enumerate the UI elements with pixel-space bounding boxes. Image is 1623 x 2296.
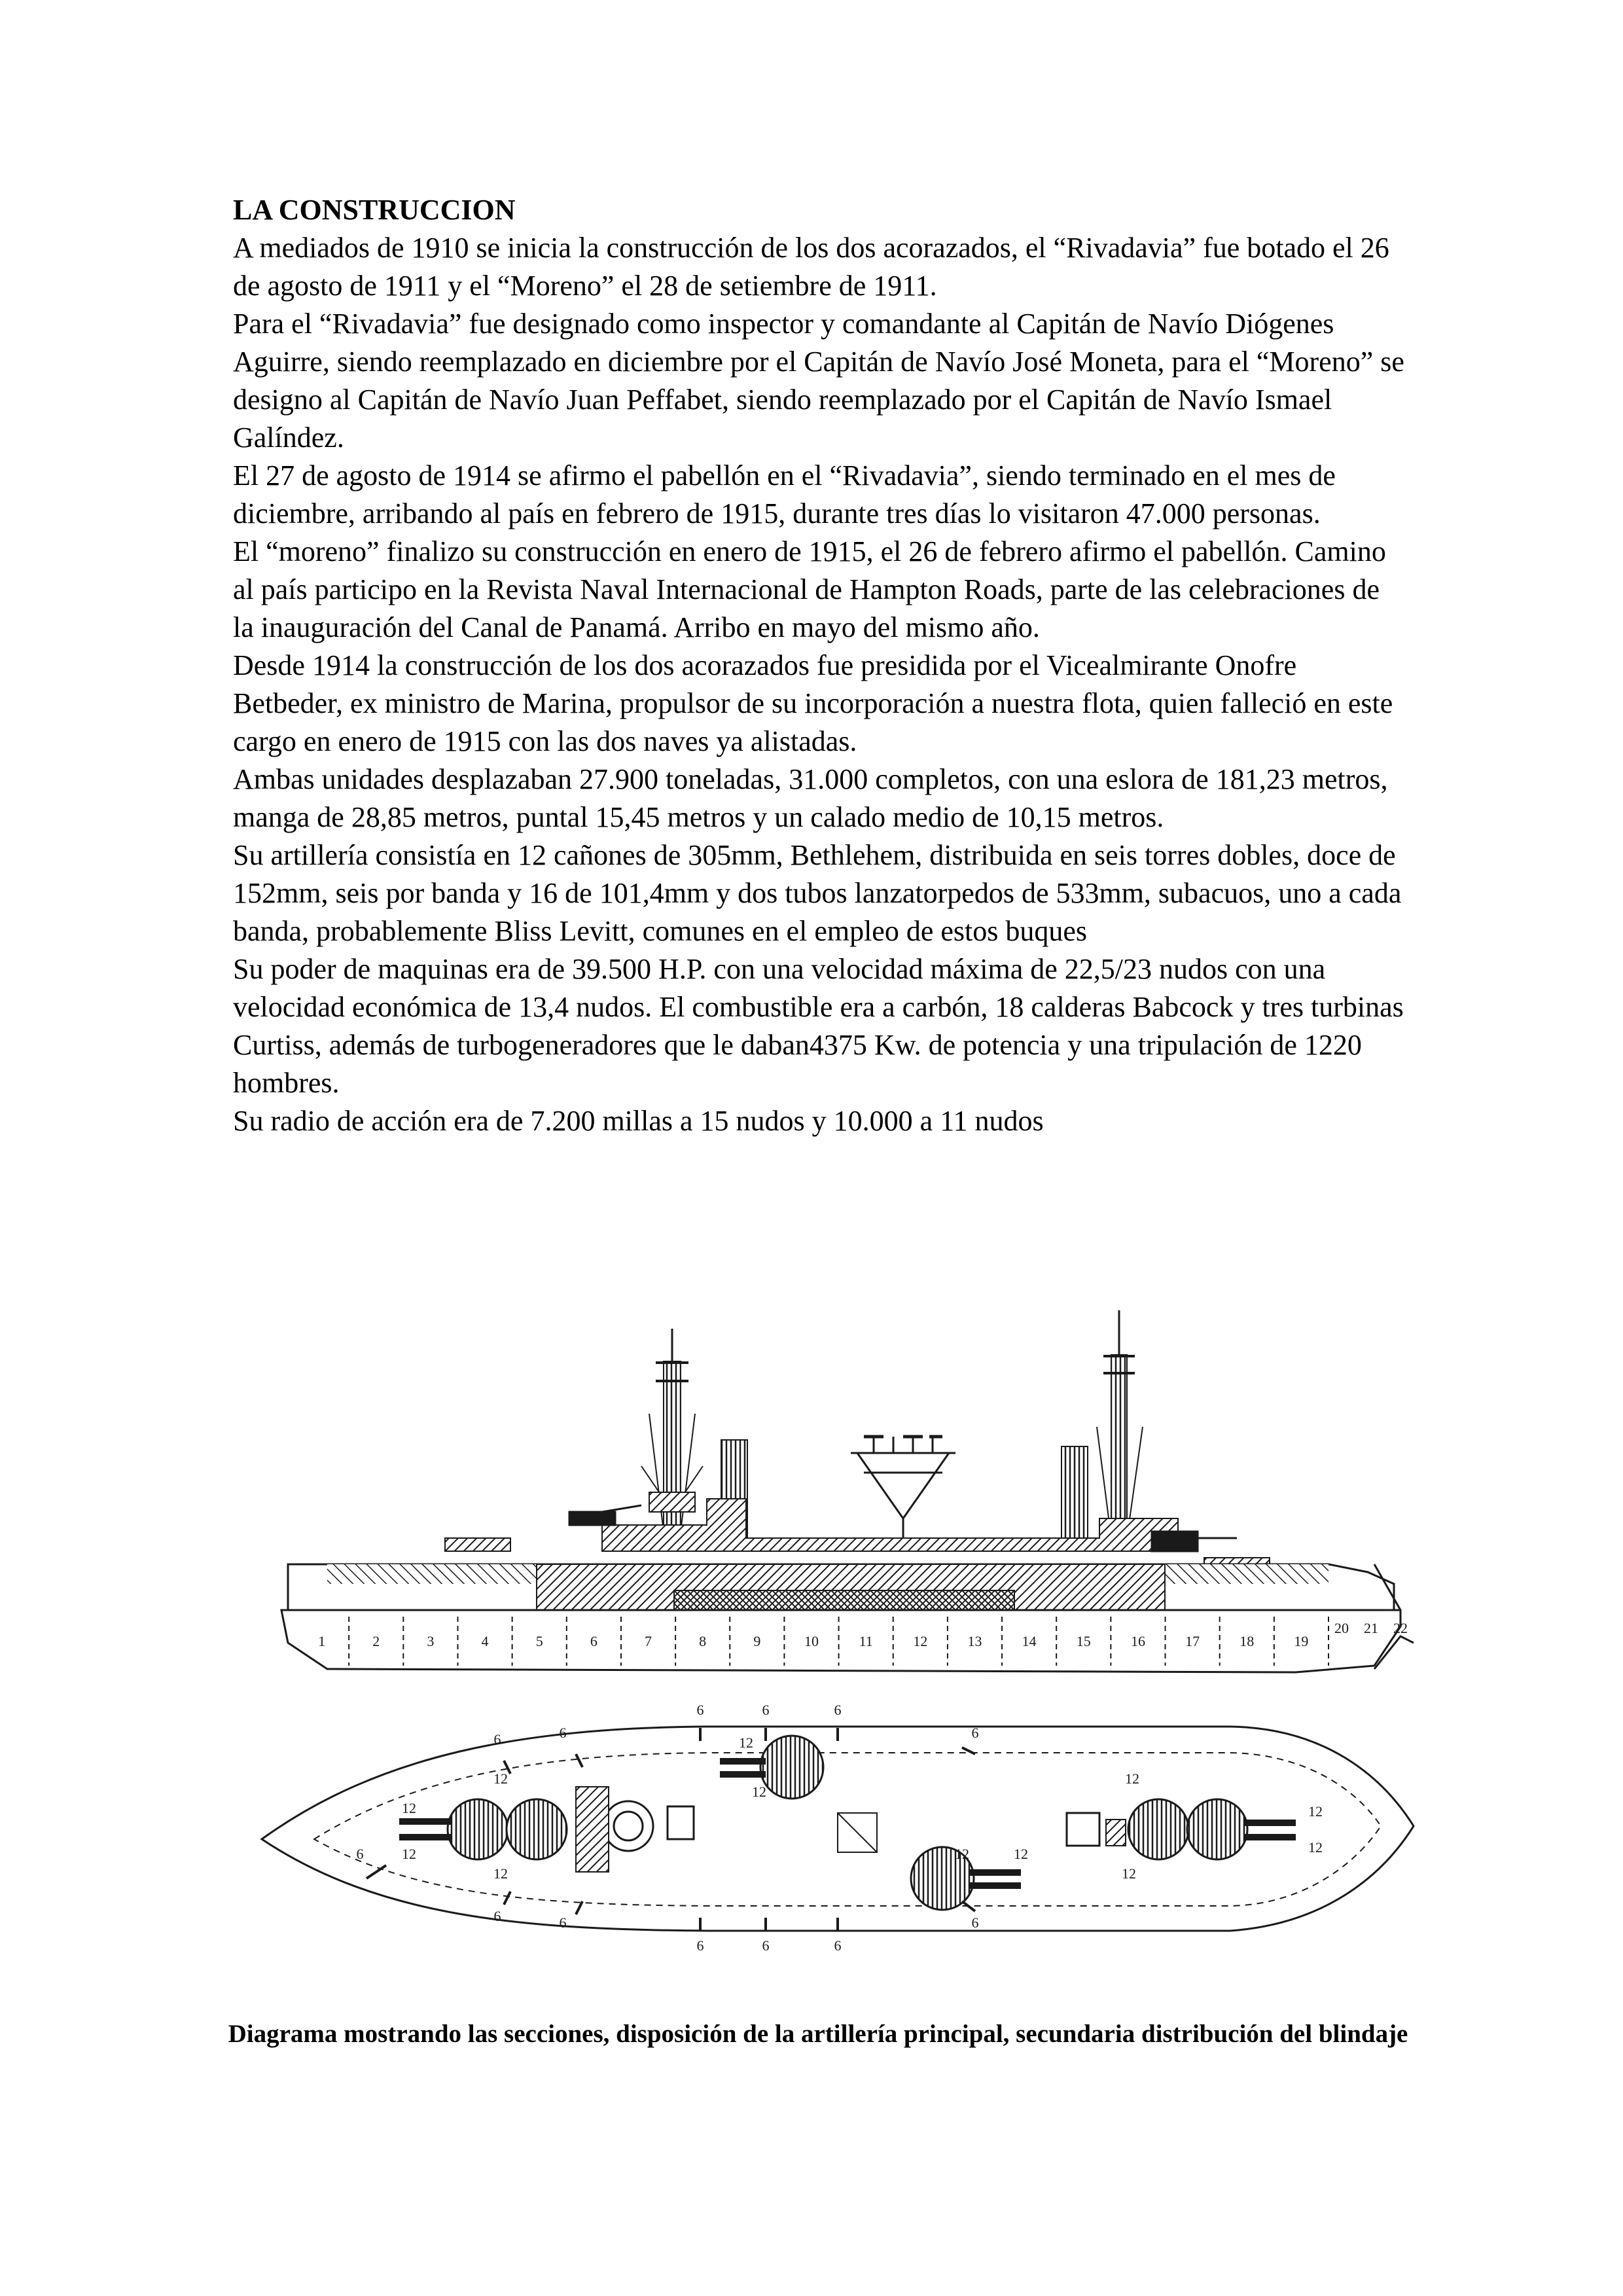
- secondary-caliber-label: 6: [971, 1725, 979, 1741]
- section-number: 7: [645, 1633, 652, 1649]
- secondary-caliber-label: 6: [493, 1908, 501, 1924]
- section-number: 16: [1130, 1633, 1145, 1649]
- citadel: [674, 1590, 1014, 1610]
- turret-caliber-label: 12: [955, 1846, 969, 1862]
- turret-caliber-label: 12: [402, 1846, 416, 1862]
- aft-mast: [1097, 1310, 1143, 1538]
- boat-crane: [851, 1437, 955, 1538]
- section-number: 21: [1364, 1620, 1378, 1636]
- section-number: 8: [699, 1633, 707, 1649]
- section-number: 10: [804, 1633, 819, 1649]
- section-number: 15: [1076, 1633, 1091, 1649]
- battleship-diagram-svg: [249, 1302, 1427, 2009]
- paragraph-2: Para el “Rivadavia” fue designado como inspector y comandante al Capitán de Navío Diógenes Aguirre, siendo reemplazado en diciembre por el Capitán de Navío José Moneta, para el “Moreno” se designo al Capitán de Navío Juan Peffabet, siendo reemplazado por el Capitán de Navío Ismael Galíndez.: [233, 308, 1404, 454]
- paragraph-5: Desde 1914 la construcción de los dos acorazados fue presidida por el Vicealmirante Onofre Betbeder, ex ministro de Marina, propulsor de su incorporación a nuestra flota, quien falleció en este cargo en enero de 1915 con las dos naves ya alistadas.: [233, 649, 1393, 757]
- paragraph-6: Ambas unidades desplazaban 27.900 toneladas, 31.000 completos, con una eslora de 181,23 metros, manga de 28,85 metros, puntal 15,45 metros y un calado medio de 10,15 metros.: [233, 763, 1388, 833]
- secondary-caliber-label: 6: [762, 1702, 770, 1718]
- aft-funnel-top: [1067, 1813, 1099, 1846]
- secondary-caliber-label: 6: [834, 1937, 842, 1954]
- section-number: 12: [913, 1633, 928, 1649]
- section-number: 3: [427, 1633, 435, 1649]
- section-number: 1: [318, 1633, 326, 1649]
- turret-caliber-label: 12: [1122, 1865, 1136, 1882]
- paragraph-8: Su poder de maquinas era de 39.500 H.P. con una velocidad máxima de 22,5/23 nudos con una velocidad económica de 13,4 nudos. El combustible era a carbón, 18 calderas Babcock y tres turbinas Curtiss, además de turbogeneradores que le daban4375 Kw. de potencia y una tripulación de 1220 hombres.: [233, 953, 1404, 1099]
- section-number: 18: [1240, 1633, 1255, 1649]
- paragraph-1: A mediados de 1910 se inicia la construcción de los dos acorazados, el “Rivadavia” fue botado el 26 de agosto de 1911 y el “Moreno” el 28 de setiembre de 1911.: [233, 232, 1389, 302]
- bridge-block: [576, 1787, 609, 1872]
- hull-lower: [281, 1610, 1400, 1672]
- turret-caliber-label: 12: [493, 1865, 508, 1882]
- section-number: 2: [372, 1633, 380, 1649]
- main-turret-e: [1128, 1799, 1188, 1859]
- section-number: 14: [1022, 1633, 1037, 1649]
- paragraph-9: Su radio de acción era de 7.200 millas a 15 nudos y 10.000 a 11 nudos: [233, 1105, 1044, 1137]
- section-number: 20: [1334, 1620, 1349, 1636]
- turret-caliber-label: 12: [1014, 1846, 1028, 1862]
- main-turret-b: [507, 1799, 567, 1859]
- figure-caption: Diagrama mostrando las secciones, disposición de la artillería principal, secundaria distribución del blindaje: [228, 2020, 1408, 2048]
- secondary-caliber-label: 6: [696, 1937, 704, 1954]
- forward-mast: [641, 1329, 703, 1532]
- turret-caliber-label: 12: [1308, 1839, 1323, 1856]
- aft-funnel: [1061, 1446, 1088, 1538]
- paragraph-3: El 27 de agosto de 1914 se afirmo el pabellón en el “Rivadavia”, siendo terminado en el mes de diciembre, arribando al país en febrero de 1915, durante tres días lo visitaron 47.000 personas.: [233, 459, 1336, 529]
- section-number: 13: [967, 1633, 982, 1649]
- turret-caliber-label: 12: [752, 1784, 766, 1800]
- section-number: 22: [1393, 1620, 1408, 1636]
- article-text: [233, 191, 1404, 1140]
- paragraph-7: Su artillería consistía en 12 cañones de 305mm, Bethlehem, distribuida en seis torres dobles, doce de 152mm, seis por banda y 16 de 101,4mm y dos tubos lanzatorpedos de 533mm, subacuos, uno a cada banda, probablemente Bliss Levitt, comunes en el empleo de estos buques: [233, 839, 1402, 947]
- section-number: 6: [590, 1633, 597, 1649]
- turret-caliber-label: 12: [493, 1770, 508, 1787]
- turret-caliber-label: 12: [1308, 1803, 1323, 1820]
- section-number: 4: [481, 1633, 489, 1649]
- plan-view: [262, 1702, 1414, 1954]
- battleship-diagram: [249, 1302, 1427, 2009]
- secondary-caliber-label: 6: [493, 1731, 501, 1748]
- secondary-caliber-label: 6: [762, 1937, 770, 1954]
- turret-caliber-label: 12: [739, 1734, 753, 1751]
- secondary-caliber-label: 6: [356, 1846, 364, 1862]
- secondary-caliber-label: 6: [559, 1725, 567, 1741]
- section-number: 5: [535, 1633, 543, 1649]
- turret-caliber-label: 12: [1125, 1770, 1139, 1787]
- section-number: 9: [753, 1633, 761, 1649]
- secondary-caliber-label: 6: [971, 1914, 979, 1931]
- section-heading: LA CONSTRUCCION: [233, 194, 516, 226]
- section-number: 17: [1185, 1633, 1200, 1649]
- forward-funnel-top: [603, 1801, 653, 1851]
- paragraph-4: El “moreno” finalizo su construcción en enero de 1915, el 26 de febrero afirmo el pabellón. Camino al país participo en la Revista Naval Internacional de Hampton Roads, parte de las celebraciones de la inauguración del Canal de Panamá. Arribo en mayo del mismo año.: [233, 535, 1386, 643]
- secondary-caliber-label: 6: [559, 1914, 567, 1931]
- secondary-caliber-label: 6: [834, 1702, 842, 1718]
- turret-caliber-label: 12: [402, 1800, 416, 1816]
- secondary-caliber-label: 6: [696, 1702, 704, 1718]
- section-number: 11: [859, 1633, 873, 1649]
- section-number: 19: [1294, 1633, 1309, 1649]
- side-profile: [281, 1310, 1414, 1672]
